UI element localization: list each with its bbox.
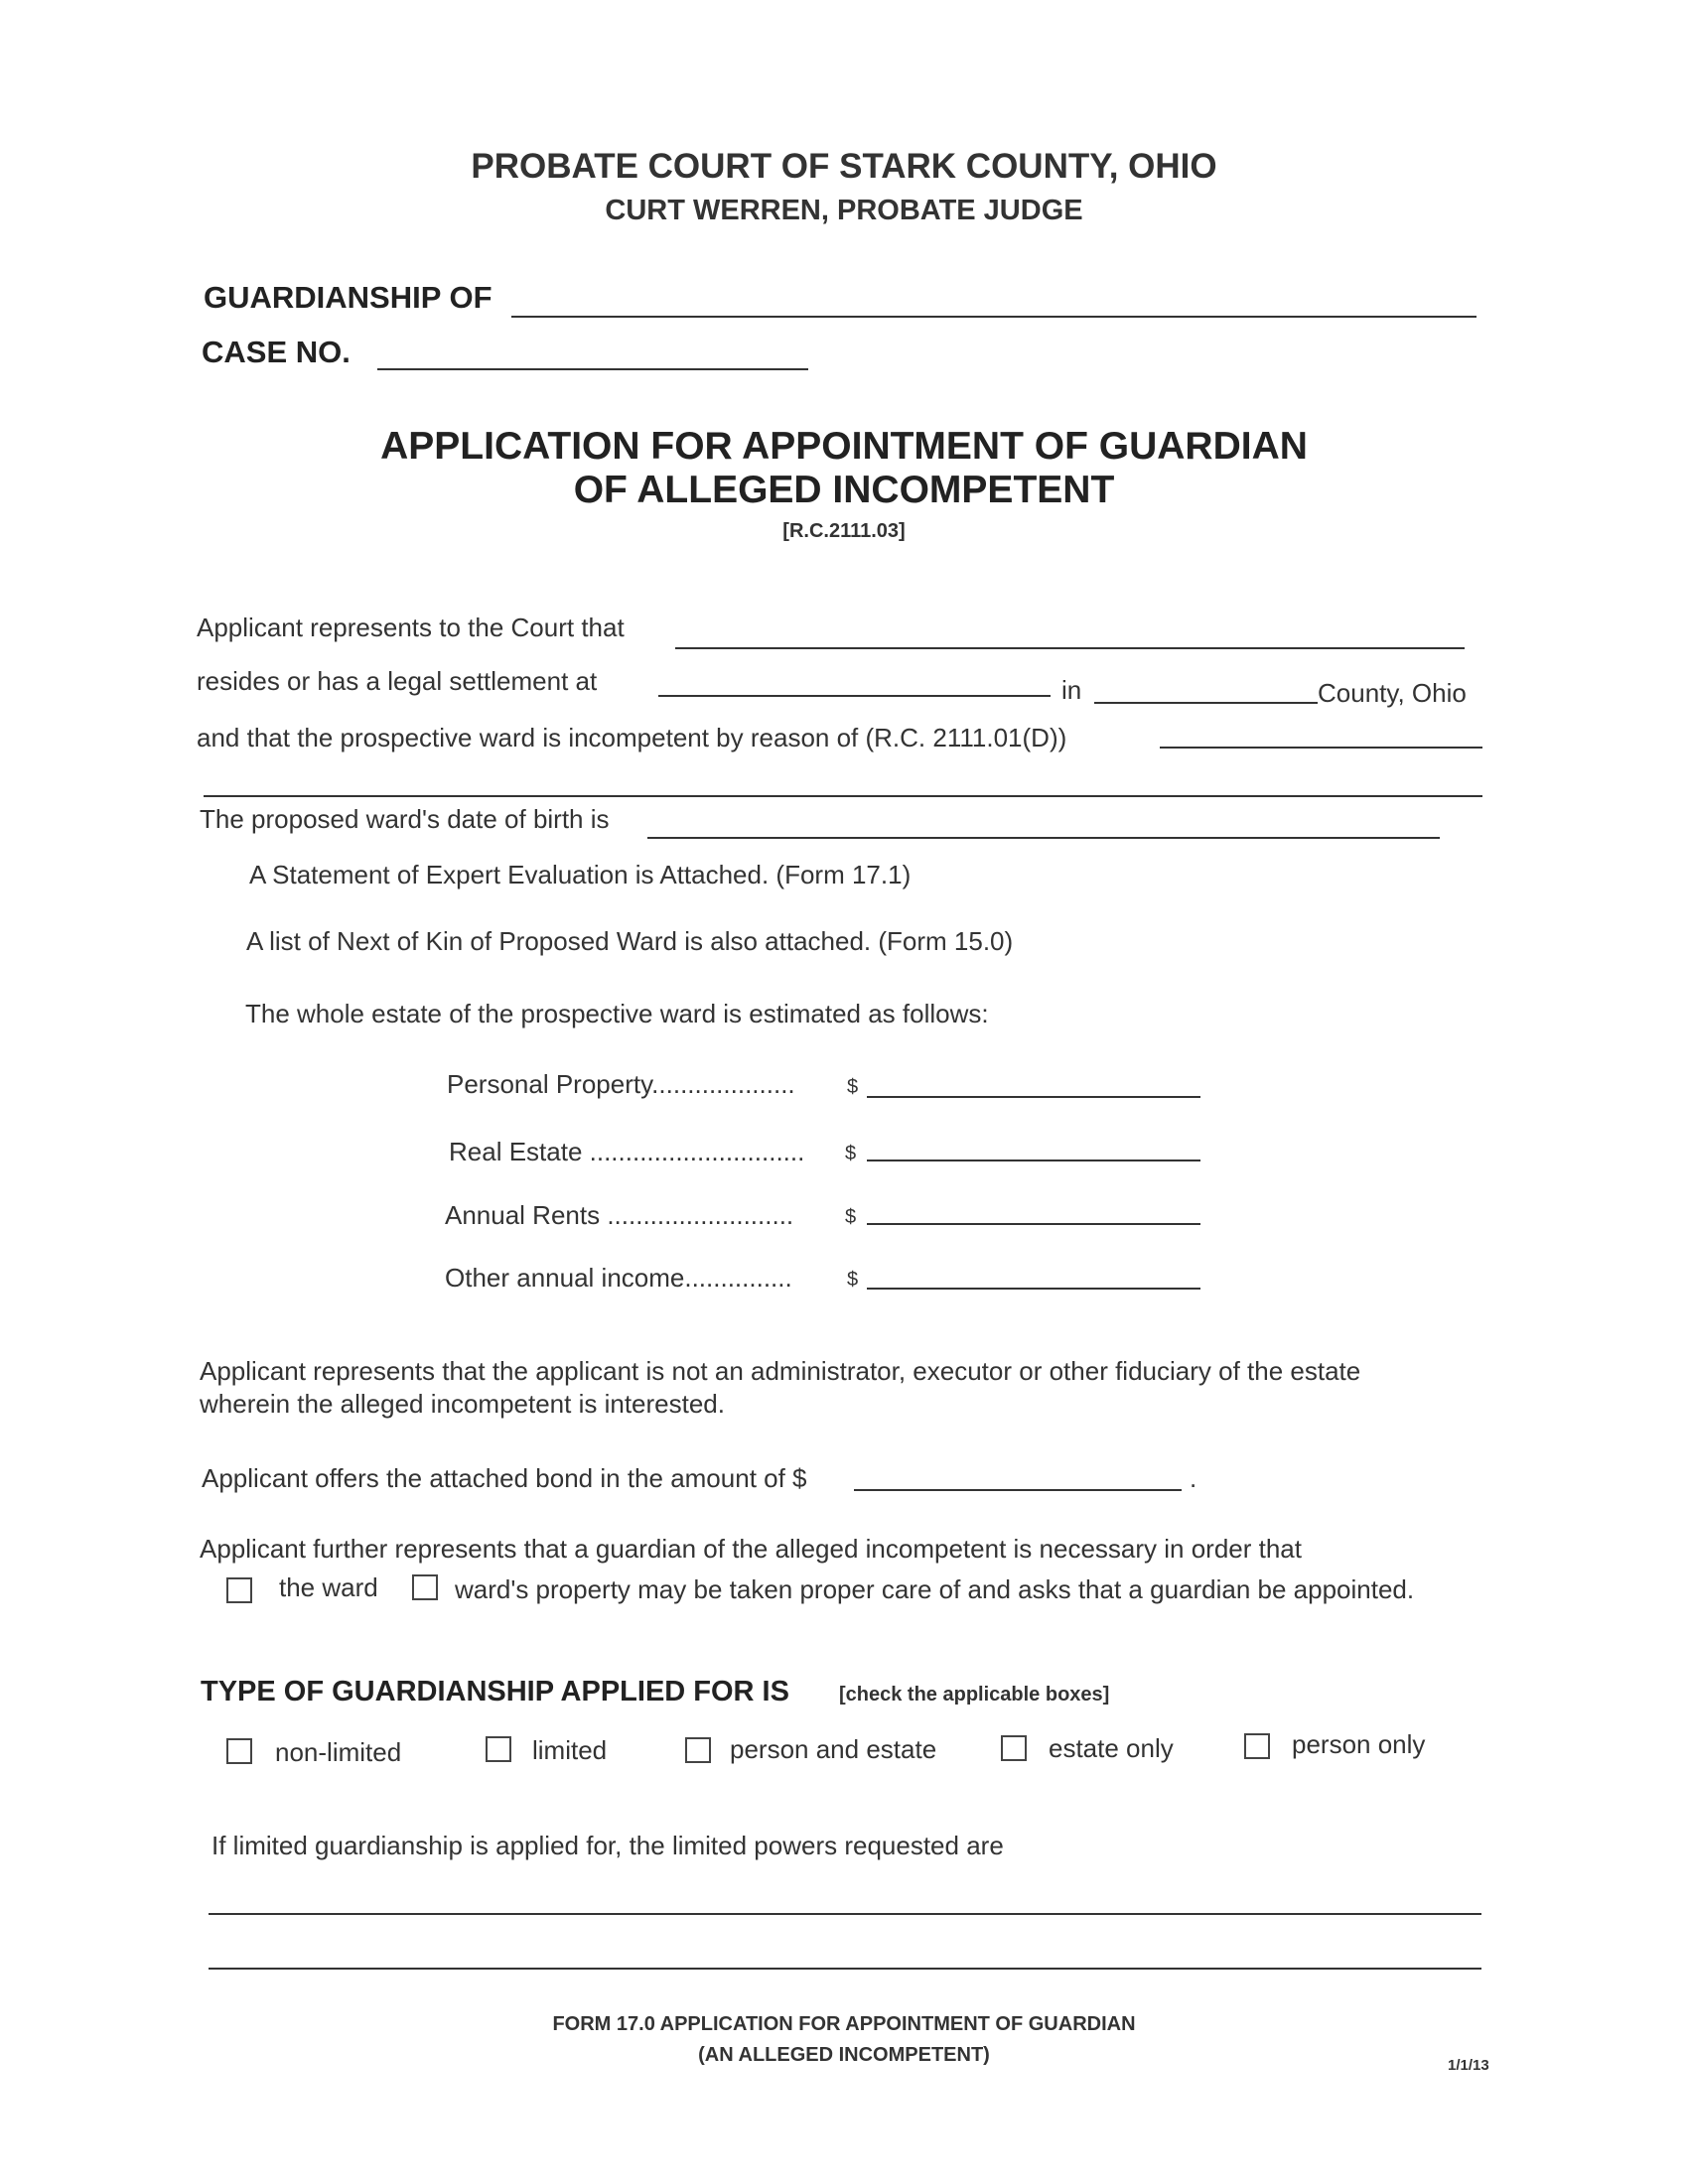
estate-intro-text: The whole estate of the prospective ward is estimated as follows: (245, 999, 989, 1028)
the-ward-label: the ward (279, 1572, 378, 1602)
limited-powers-field-2[interactable] (209, 1938, 1481, 1968)
the-ward-checkbox[interactable] (226, 1577, 252, 1603)
judge-name: CURT WERREN, PROBATE JUDGE (605, 195, 1083, 226)
applicant-represents-text: Applicant represents to the Court that (197, 613, 625, 642)
dob-line (647, 837, 1440, 839)
person-only-label: person only (1292, 1729, 1426, 1759)
form-title-line2: OF ALLEGED INCOMPETENT (573, 469, 1115, 511)
footer-form-title: FORM 17.0 APPLICATION FOR APPOINTMENT OF GUARDIAN (552, 2013, 1136, 2035)
estate-label-other-income: Other annual income............... (445, 1263, 792, 1293)
guardianship-of-line (511, 316, 1477, 318)
currency-sign: $ (845, 1143, 857, 1164)
personal-property-line (867, 1096, 1200, 1098)
case-number-label: CASE NO. (202, 335, 351, 369)
bond-amount-field[interactable] (854, 1459, 1182, 1489)
real-estate-field[interactable] (867, 1130, 1200, 1160)
currency-sign: $ (847, 1076, 859, 1098)
next-of-kin-text: A list of Next of Kin of Proposed Ward is also attached. (Form 15.0) (246, 926, 1014, 956)
other-income-field[interactable] (867, 1258, 1200, 1288)
estate-label-real-estate: Real Estate .............................. (449, 1137, 805, 1166)
non-limited-label: non-limited (275, 1737, 402, 1767)
guardianship-type-instruction: [check the applicable boxes] (839, 1684, 1110, 1706)
case-number-field[interactable] (377, 339, 808, 368)
residence-address-line (658, 695, 1051, 697)
reason-line-2 (204, 795, 1482, 797)
real-estate-line (867, 1160, 1200, 1161)
non-limited-checkbox[interactable] (226, 1738, 252, 1764)
fiduciary-text-line2: wherein the alleged incompetent is interested. (200, 1389, 725, 1419)
person-and-estate-checkbox[interactable] (685, 1737, 711, 1763)
wards-property-label: ward's property may be taken proper care of and asks that a guardian be appointed. (455, 1574, 1415, 1604)
case-number-line (377, 368, 808, 370)
bond-text: Applicant offers the attached bond in the amount of $ (202, 1463, 807, 1493)
applicant-name-line (675, 647, 1465, 649)
county-ohio-text: County, Ohio (1318, 678, 1467, 708)
estate-label-annual-rents: Annual Rents .......................... (445, 1200, 794, 1230)
bond-period: . (1190, 1463, 1197, 1493)
residence-address-field[interactable] (658, 665, 1051, 695)
statute-reference: [R.C.2111.03] (782, 520, 906, 542)
bond-amount-line (854, 1489, 1182, 1491)
footer-form-subtitle: (AN ALLEGED INCOMPETENT) (698, 2044, 990, 2066)
currency-sign: $ (845, 1206, 857, 1228)
reason-line-1 (1160, 747, 1482, 749)
resides-text: resides or has a legal settlement at (197, 666, 598, 696)
county-field[interactable] (1094, 672, 1318, 702)
limited-powers-line-1 (209, 1913, 1481, 1915)
other-income-line (867, 1288, 1200, 1290)
in-text: in (1061, 675, 1082, 705)
limited-powers-text: If limited guardianship is applied for, the limited powers requested are (211, 1831, 1004, 1860)
person-and-estate-label: person and estate (730, 1734, 937, 1764)
reason-field-1[interactable] (1160, 717, 1482, 747)
guardianship-type-heading: TYPE OF GUARDIANSHIP APPLIED FOR IS (201, 1676, 789, 1707)
currency-sign: $ (847, 1269, 859, 1291)
annual-rents-field[interactable] (867, 1193, 1200, 1223)
fiduciary-text-line1: Applicant represents that the applicant is not an administrator, executor or other fiduciary of the estate (200, 1356, 1361, 1386)
estate-only-checkbox[interactable] (1001, 1735, 1027, 1761)
reason-field-2[interactable] (204, 765, 1482, 795)
wards-property-checkbox[interactable] (412, 1574, 438, 1600)
limited-checkbox[interactable] (486, 1736, 511, 1762)
guardianship-of-field[interactable] (511, 286, 1477, 316)
annual-rents-line (867, 1223, 1200, 1225)
form-revision-date: 1/1/13 (1448, 2057, 1489, 2074)
applicant-name-field[interactable] (675, 617, 1465, 647)
expert-statement-text: A Statement of Expert Evaluation is Attached. (Form 17.1) (249, 860, 912, 889)
person-only-checkbox[interactable] (1244, 1733, 1270, 1759)
estate-label-personal-property: Personal Property.................... (447, 1069, 795, 1099)
limited-powers-line-2 (209, 1968, 1481, 1970)
dob-field[interactable] (647, 807, 1440, 837)
limited-label: limited (532, 1735, 608, 1765)
form-title-line1: APPLICATION FOR APPOINTMENT OF GUARDIAN (380, 425, 1308, 468)
county-line (1094, 702, 1318, 704)
incompetent-reason-text: and that the prospective ward is incompetent by reason of (R.C. 2111.01(D)) (197, 723, 1067, 752)
limited-powers-field-1[interactable] (209, 1883, 1481, 1913)
court-name: PROBATE COURT OF STARK COUNTY, OHIO (471, 147, 1217, 186)
guardianship-label: GUARDIANSHIP OF (204, 280, 492, 315)
dob-text: The proposed ward's date of birth is (200, 804, 610, 834)
necessity-text: Applicant further represents that a guardian of the alleged incompetent is necessary in order that (200, 1534, 1302, 1564)
personal-property-field[interactable] (867, 1066, 1200, 1096)
estate-only-label: estate only (1049, 1733, 1174, 1763)
